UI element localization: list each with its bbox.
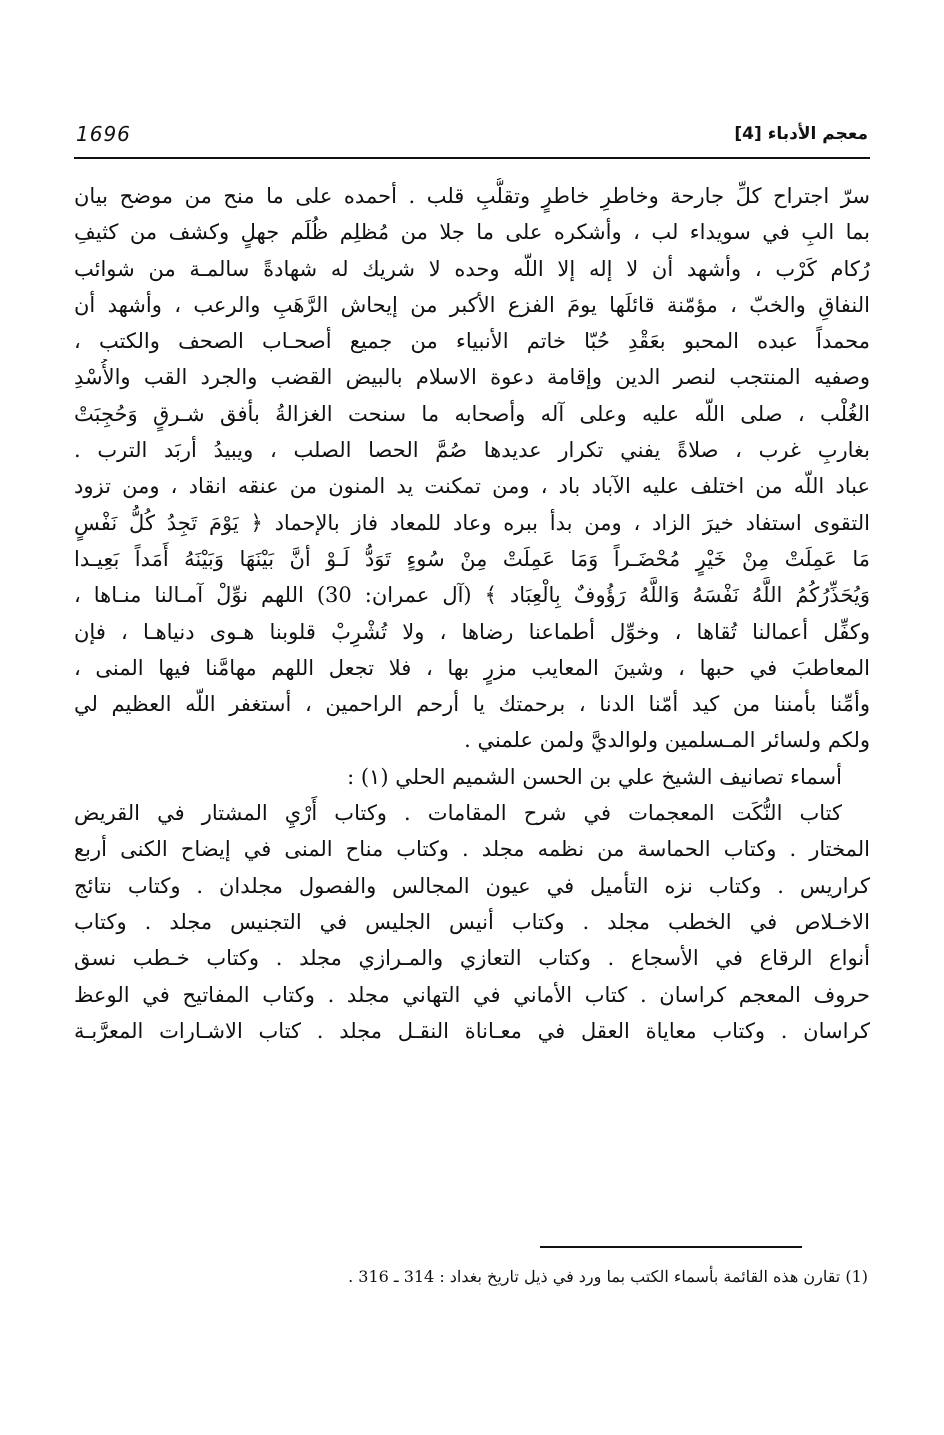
- quran-verse-line: التقوى استفاد خيرَ الزاد ، ومن بدأ ببره وعاد للمعاد فاز بالإحماد ﴿ يَوْمَ تَجِدُ كُلُّ نَفْسٍ: [74, 510, 870, 535]
- text-line: بما البِ في سويداء لب ، وأشكره على ما جلا من مُظلِم ظُلَم جهلٍ وكشف من كثيفِ: [74, 220, 870, 245]
- text-line: أنواع الرقاع في الأسجاع . وكتاب التعازي والمـرازي مجلد . وكتاب خـطب نسق: [74, 946, 870, 971]
- text-line: وصفيه المنتجب لنصر الدين وإقامة دعوة الاسلام بالبيض القضب والجرد القب والأُسْدِ: [74, 365, 870, 390]
- text-line: النفاقِ والخبّ ، مؤمّنة قائلَها يومَ الفزع الأكبر من إيحاش الرَّهَبِ والرعب ، وأشهد أن: [74, 292, 870, 317]
- text-line: كراسان . وكتاب معاياة العقل في معـاناة النقـل مجلد . كتاب الاشـارات المعرَّبـة: [74, 1018, 870, 1043]
- page-header: [74, 118, 870, 158]
- footnote-rule: [540, 1246, 802, 1248]
- text-line: ولكم ولسائر المـسلمين ولوالديَّ ولمن علمني .: [464, 728, 870, 753]
- text-line: كتاب النُّكَت المعجمات في شرح المقامات . وكتاب أَرْيِ المشتار في القريض: [74, 801, 842, 826]
- text-line: الاخـلاص في الخطب مجلد . وكتاب أنيس الجليس في التجنيس مجلد . وكتاب: [74, 909, 870, 934]
- text-line: المختار . وكتاب الحماسة من نظمه مجلد . وكتاب مناح المنى في إيضاح الكنى أربع: [74, 837, 870, 862]
- text-line: الغُلْب ، صلى اللّه عليه وعلى آله وأصحابه ما سنحت الغزالةُ بأفق شـرقٍ وَحُجِبَتْ: [74, 401, 870, 426]
- text-line: وأمِّنا بأمننا من كيد أمّنا الدنا ، برحمتك يا أرحم الراحمين ، أستغفر اللّه العظيم لي: [74, 692, 870, 717]
- text-line: عباد اللّه من اختلف عليه الآباد باد ، ومن تمكنت يد المنون من عنقه انقاد ، ومن تزود: [74, 474, 870, 499]
- text-line: سرّ اجتراح كلِّ جارحة وخاطرِ خاطرٍ وتقلُّبِ قلب . أحمده على ما منح من موضح بيان: [74, 184, 870, 208]
- text-line: حروف المعجم كراسان . كتاب الأماني في التهاني مجلد . وكتاب المفاتيح في الوعظ: [74, 982, 870, 1007]
- text-line: كراريس . وكتاب نزه التأميل في عيون المجالس والفصول مجلدان . وكتاب نتائج: [74, 873, 870, 898]
- header-rule: [74, 157, 870, 159]
- text-line: المعاطبَ في حبها ، وشينَ المعايب مزرٍ بها ، فلا تجعل اللهم مهامَّنا فيها المنى ،: [74, 655, 870, 680]
- footnote: (1) تقارن هذه القائمة بأسماء الكتب بما ورد في ذيل تاريخ بغداد : 314 ـ 316 .: [348, 1267, 868, 1286]
- quran-verse-line: مَا عَمِلَتْ مِنْ خَيْرٍ مُحْضَـراً وَمَا عَمِلَتْ مِنْ سُوءٍ تَوَدُّ لَـوْ أنَّ بَيْنَهَا وَبَيْنَهُ أَمَداً بَعِيـدا: [74, 546, 870, 571]
- quran-verse-line: وَيُحَذِّرُكُمُ اللَّهُ نَفْسَهُ وَاللَّهُ رَؤُوفٌ بِالْعِبَاد ﴾ (آل عمران: 30) اللهم نوِّلْ آمـالنا منـاها ،: [74, 583, 870, 608]
- main-text: [74, 178, 870, 1049]
- running-title: معجم الأدباء [4]: [734, 124, 868, 144]
- text-line: وكفِّل أعمالنا تُقاها ، وخوِّل أطماعنا رضاها ، ولا تُشْرِبْ قلوبنا هـوى دنياهـا ، فإن: [74, 619, 870, 644]
- text-line: محمداً عبده المحبو بعَقْدِ حُبّا خاتم الأنبياء من جميع أصحـاب الصحف والكتب ،: [74, 329, 870, 354]
- text-line: رُكام كَرْب ، وأشهد أن لا إله إلا اللّه وحده لا شريك له شهادةً سالمـة من شوائب: [74, 256, 870, 281]
- section-heading: أسماء تصانيف الشيخ علي بن الحسن الشميم الحلي (١) :: [347, 764, 842, 789]
- page-number: 1696: [76, 122, 131, 146]
- text-line: بغاربِ غرب ، صلاةً يفني تكرار عديدها صُمَّ الحصا الصلب ، ويبيدُ أربَد الترب .: [74, 438, 870, 463]
